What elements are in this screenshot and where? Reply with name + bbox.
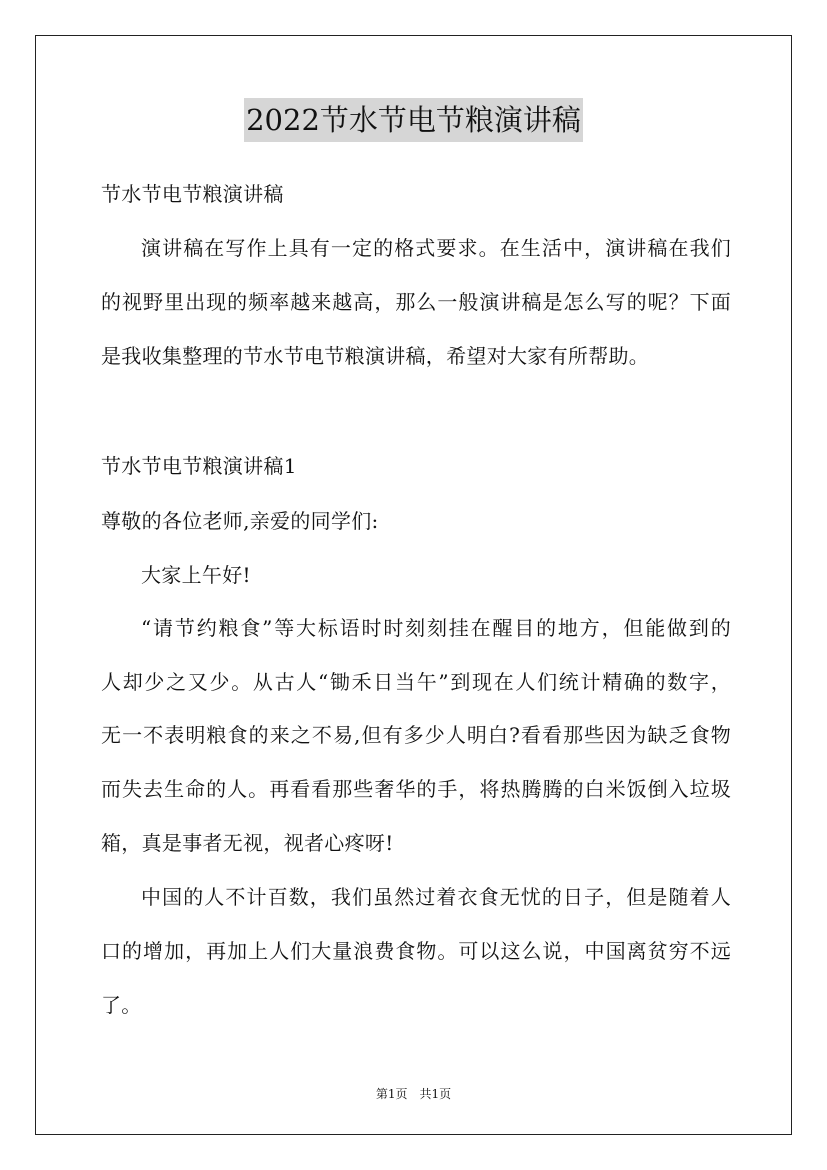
- section-heading: 节水节电节粮演讲稿1: [101, 454, 297, 478]
- para1-line-4: 而失去生命的人。再看看那些奢华的手，将热腾腾的白米饭倒入垃圾: [101, 777, 731, 801]
- intro-line-1: 演讲稿在写作上具有一定的格式要求。在生活中，演讲稿在我们: [141, 236, 731, 260]
- page-number-footer: 第1页 共1页: [375, 1087, 452, 1101]
- title-container: [0, 98, 827, 142]
- intro-line-2: 的视野里出现的频率越来越高，那么一般演讲稿是怎么写的呢？下面: [101, 290, 731, 314]
- para1-line-3: 无一不表明粮食的来之不易,但有多少人明白?看看那些因为缺乏食物: [101, 723, 731, 747]
- greeting: 大家上午好!: [141, 563, 251, 587]
- para2-line-3: 了。: [101, 993, 142, 1017]
- para1-line-5: 箱，真是事者无视，视者心疼呀!: [101, 831, 394, 855]
- document-title: 2022节水节电节粮演讲稿: [244, 98, 583, 142]
- document-subtitle: 节水节电节粮演讲稿: [101, 182, 284, 206]
- intro-line-3: 是我收集整理的节水节电节粮演讲稿，希望对大家有所帮助。: [101, 344, 650, 368]
- para2-line-2: 口的增加，再加上人们大量浪费食物。可以这么说，中国离贫穷不远: [101, 939, 731, 963]
- para2-line-1: 中国的人不计百数，我们虽然过着衣食无忧的日子，但是随着人: [141, 885, 731, 909]
- para1-line-1: “请节约粮食”等大标语时时刻刻挂在醒目的地方，但能做到的: [141, 616, 731, 640]
- salutation: 尊敬的各位老师,亲爱的同学们:: [101, 509, 379, 533]
- para1-line-2: 人却少之又少。从古人“锄禾日当午”到现在人们统计精确的数字，: [101, 670, 731, 694]
